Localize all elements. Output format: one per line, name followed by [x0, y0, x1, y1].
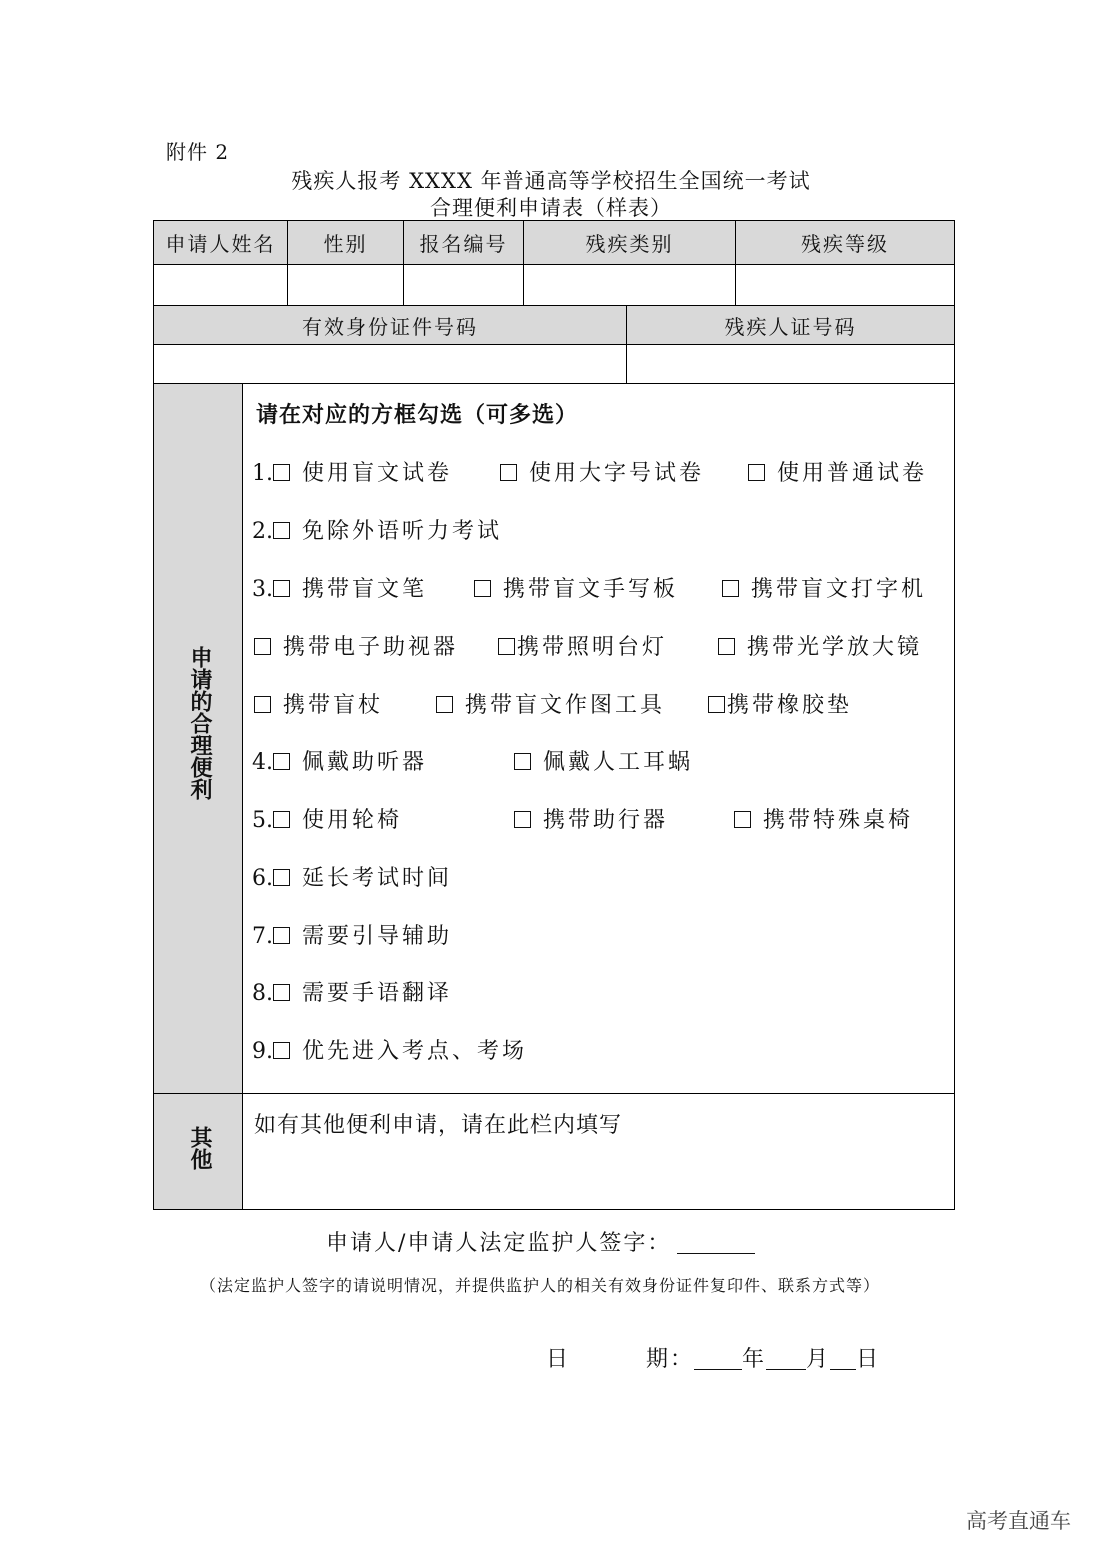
header-disability-cert: 残疾人证号码: [626, 305, 955, 345]
header-name: 申请人姓名: [153, 220, 288, 265]
checkbox[interactable]: [722, 580, 739, 597]
checkbox[interactable]: [734, 811, 751, 828]
checkbox[interactable]: [436, 696, 453, 713]
checkbox[interactable]: [514, 753, 531, 770]
checkbox[interactable]: [273, 869, 290, 886]
item-number: 9.: [252, 1039, 273, 1064]
option-line-5: [252, 803, 402, 834]
month-label: 月: [806, 1347, 831, 1372]
checkbox[interactable]: [718, 638, 735, 655]
checkbox[interactable]: [273, 753, 290, 770]
option-line-2: [252, 514, 502, 545]
watermark: 高考直通车: [966, 1509, 1071, 1533]
option-label: 佩戴助听器: [302, 750, 428, 775]
option-line-6: [252, 861, 452, 892]
option-label: 携带盲文打字机: [751, 577, 927, 602]
id-no-field[interactable]: [153, 344, 627, 384]
reg-no-field[interactable]: [403, 264, 524, 306]
checkbox[interactable]: [273, 927, 290, 944]
checkbox[interactable]: [748, 464, 765, 481]
option-label: 使用盲文试卷: [302, 461, 453, 486]
checkbox[interactable]: [273, 464, 290, 481]
year-label: 年: [742, 1347, 767, 1372]
form-title: 残疾人报考 XXXX 年普通高等学校招生全国统一考试: [291, 169, 811, 193]
checkbox[interactable]: [514, 811, 531, 828]
header-reg-no: 报名编号: [403, 220, 524, 265]
accommodations-label: 申请的合理便利: [187, 646, 212, 800]
checkbox[interactable]: [273, 984, 290, 1001]
accommodations-label-cell: [153, 383, 243, 1094]
attachment-label: 附件 2: [166, 140, 230, 164]
option-label: 携带照明台灯: [517, 635, 668, 660]
option-label: 使用普通试卷: [777, 461, 928, 486]
checkbox[interactable]: [273, 811, 290, 828]
option-label: 携带盲文作图工具: [465, 693, 666, 718]
option-label: 免除外语听力考试: [302, 519, 503, 544]
option-label: 携带盲杖: [283, 693, 384, 718]
header-id-no: 有效身份证件号码: [153, 305, 627, 345]
day-label: 日: [856, 1347, 881, 1372]
option-label: 携带光学放大镜: [747, 635, 923, 660]
option-label: 需要引导辅助: [302, 924, 453, 949]
option-line-3b: [254, 630, 458, 661]
item-number: 3.: [252, 577, 273, 602]
option-line-9: [252, 1034, 527, 1065]
guardian-note: （法定监护人签字的请说明情况，并提供监护人的相关有效身份证件复印件、联系方式等）: [200, 1276, 881, 1295]
signature-label: 申请人/申请人法定监护人签字：: [326, 1231, 672, 1256]
date-label-b: 期：: [646, 1347, 695, 1372]
day-field[interactable]: [830, 1349, 856, 1370]
option-line-8: [252, 976, 452, 1007]
checkbox[interactable]: [273, 580, 290, 597]
name-field[interactable]: [153, 264, 288, 306]
option-line-3c: [254, 688, 383, 719]
item-number: 1.: [252, 461, 273, 486]
option-label: 需要手语翻译: [302, 981, 453, 1006]
signature-line[interactable]: [677, 1233, 755, 1254]
checkbox[interactable]: [254, 696, 271, 713]
option-label: 优先进入考点、考场: [302, 1039, 528, 1064]
option-label: 携带盲文手写板: [503, 577, 679, 602]
option-line-4: [252, 745, 427, 776]
disability-type-field[interactable]: [523, 264, 736, 306]
month-field[interactable]: [766, 1349, 806, 1370]
option-line-3: [252, 572, 427, 603]
item-number: 4.: [252, 750, 273, 775]
instruction-text: 请在对应的方框勾选（可多选）: [256, 403, 579, 428]
item-number: 6.: [252, 866, 273, 891]
signature-row: [326, 1226, 755, 1257]
other-label-cell: [153, 1093, 243, 1210]
checkbox[interactable]: [708, 696, 725, 713]
item-number: 2.: [252, 519, 273, 544]
option-label: 携带盲文笔: [302, 577, 428, 602]
checkbox[interactable]: [500, 464, 517, 481]
item-number: 7.: [252, 924, 273, 949]
option-label: 携带电子助视器: [283, 635, 459, 660]
option-label: 佩戴人工耳蜗: [543, 750, 694, 775]
year-field[interactable]: [694, 1349, 742, 1370]
checkbox[interactable]: [273, 1042, 290, 1059]
checkbox[interactable]: [498, 638, 515, 655]
disability-level-field[interactable]: [735, 264, 955, 306]
header-disability-type: 残疾类别: [523, 220, 736, 265]
header-gender: 性别: [287, 220, 404, 265]
checkbox[interactable]: [474, 580, 491, 597]
other-label: 其他: [187, 1126, 212, 1170]
header-disability-level: 残疾等级: [735, 220, 955, 265]
option-label: 携带橡胶垫: [727, 693, 853, 718]
checkbox[interactable]: [254, 638, 271, 655]
option-line-1: [252, 456, 452, 487]
option-label: 携带助行器: [543, 808, 669, 833]
item-number: 5.: [252, 808, 273, 833]
option-label: 延长考试时间: [302, 866, 453, 891]
other-hint: 如有其他便利申请，请在此栏内填写: [254, 1113, 623, 1138]
option-label: 使用轮椅: [302, 808, 403, 833]
option-label: 使用大字号试卷: [529, 461, 705, 486]
form-subtitle: 合理便利申请表（样表）: [430, 196, 672, 220]
option-line-7: [252, 919, 452, 950]
date-row: [546, 1342, 880, 1373]
gender-field[interactable]: [287, 264, 404, 306]
option-label: 携带特殊桌椅: [763, 808, 914, 833]
item-number: 8.: [252, 981, 273, 1006]
checkbox[interactable]: [273, 522, 290, 539]
disability-cert-field[interactable]: [626, 344, 955, 384]
date-label-a: 日: [546, 1347, 571, 1372]
